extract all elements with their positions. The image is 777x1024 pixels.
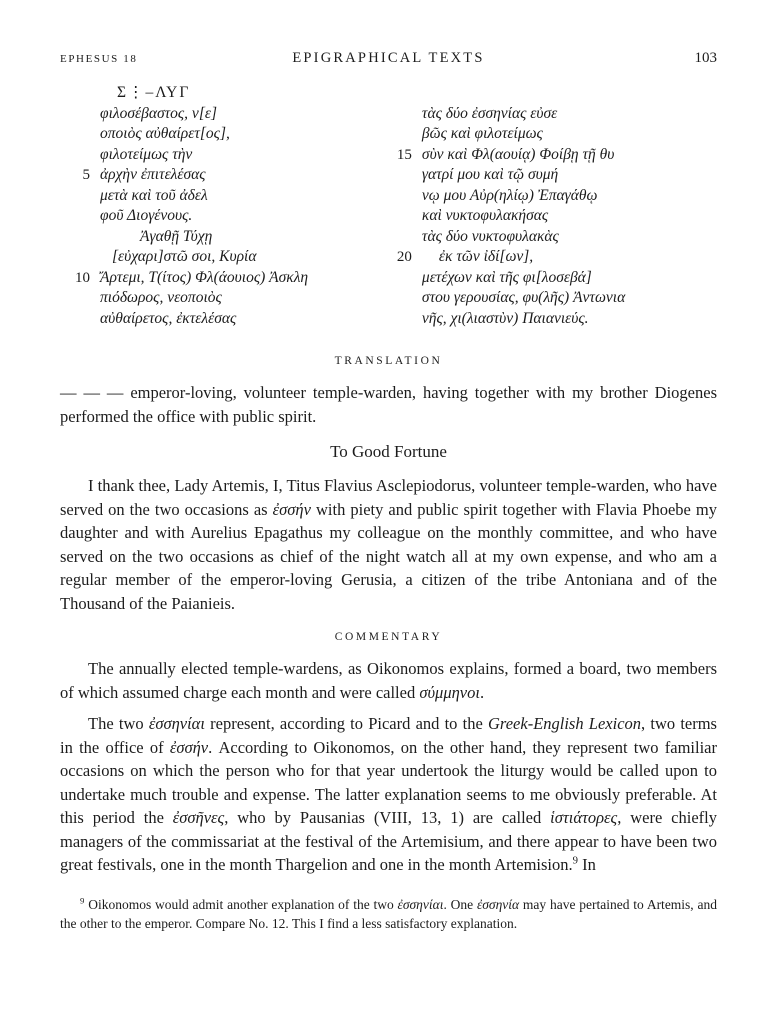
commentary-paragraph-2: The two ἐσσηνίαι represent, according to Picard and to the Greek-English Lexicon, two terms in the office of ἐσσήν. According to Oikonomos, on the other hand, they represent two familiar occasions on which the person who for that year undertook the liturgy would be called upon to undertake much trouble and expense. The latter explanation seems to me obviously preferable. At this period the ἐσσῆνες, who by Pausanias (VIII, 13, 1) are called ἱστιάτορες, were chiefly managers of the commissariat at the festival of the Artemisium, and there appear to have been two great festivals, one in the month Thargelion and one in the month Artemision.$^9$ In [60, 714, 717, 874]
inscription-line [60, 186, 382, 207]
inscription-text: ἀρχὴν ἐπιτελέσας [100, 166, 206, 183]
commentary-paragraph-1: The annually elected temple-wardens, as Oikonomos explains, formed a board, two members of which assumed charge each month and were called σύμμηνοι. [60, 659, 717, 702]
line-number [60, 145, 100, 166]
inscription-text: μετέχων καὶ τῆς φι[λοσεβά] [421, 268, 592, 286]
running-head [60, 50, 717, 67]
line-number: 10 [75, 269, 90, 286]
inscription-line [60, 104, 382, 125]
line-number [382, 124, 422, 145]
inscription-text: οποιὸς αὐθαίρετ[ος], [100, 125, 230, 142]
line-number [60, 104, 100, 125]
inscription-line [60, 227, 382, 248]
inscription-line [60, 165, 382, 186]
inscription-text: μετὰ καὶ τοῦ ἀδελ [100, 186, 208, 204]
translation-paragraph: — — — emperor-loving, volunteer temple-warden, having together with my brother Diogenes performed the office with public spirit. [60, 383, 717, 426]
inscription-text: Ἀγαθῇ Τύχῃ [140, 227, 213, 245]
inscription-line [382, 268, 717, 289]
inscription-line [382, 165, 717, 186]
running-head-title: EPIGRAPHICAL TEXTS [292, 50, 485, 66]
inscription-text: γατρί μου καὶ τῷ συμή [421, 166, 559, 183]
inscription-line [382, 227, 717, 248]
inscription-text: αὐθαίρετος, ἐκτελέσας [100, 309, 237, 327]
line-number [60, 247, 100, 268]
greek-inscription [60, 83, 717, 329]
inscription-line [60, 206, 382, 227]
inscription-line [60, 268, 382, 289]
inscription-line [60, 309, 382, 330]
line-number [60, 124, 100, 145]
page-number: 103 [694, 50, 717, 66]
line-number [382, 309, 422, 330]
line-number [60, 227, 100, 248]
commentary-heading: COMMENTARY [334, 631, 443, 643]
inscription-text: σὺν καὶ Φλ(αουίᾳ) Φοίβῃ τῇ θυ [421, 145, 615, 163]
inscription-text: Σ⋮–ΛΥΓ [117, 84, 191, 101]
line-number: 5 [82, 167, 90, 183]
inscription-text: [εὐχαρι]στῶ σοι, Κυρία [112, 248, 257, 265]
inscription-text: φιλοτείμως τὴν [100, 145, 193, 163]
dedication-paragraph: I thank thee, Lady Artemis, I, Titus Flavius Asclepiodorus, volunteer temple-warden, who have served on the two occasions as ἐσσήν with piety and public spirit together with Flavia Phoebe my daughter and with Aurelius Epagathus my colleague on the monthly committee, and who have served on the two occasions as chief of the night watch all at my own expense, and who am a regular member of the emperor-loving Gerusia, a citizen of the tribe Antoniana and of the Thousand of the Paianieis. [60, 476, 717, 613]
line-number [382, 268, 422, 289]
inscription-line [382, 206, 717, 227]
inscription-text: καὶ νυκτοφυλακήσας [421, 207, 549, 224]
inscription-line [60, 247, 382, 268]
inscription-line [382, 288, 717, 309]
inscription-line [382, 124, 717, 145]
inscription-right-column [382, 83, 717, 329]
good-fortune-heading: To Good Fortune [330, 442, 447, 461]
inscription-line [382, 247, 717, 268]
inscription-text: τὰς δύο ἐσσηνίας εὐσε [421, 104, 558, 122]
translation-heading: TRANSLATION [334, 355, 443, 367]
line-number: 20 [396, 249, 412, 265]
inscription-text: Ἄρτεμι, Τ(ίτος) Φλ(άουιος) Ἀσκλη [100, 268, 309, 286]
inscription-line [60, 83, 382, 104]
line-number [60, 309, 100, 330]
inscription-line [60, 288, 382, 309]
line-number [382, 186, 422, 207]
running-head-left: EPHESUS 18 [60, 53, 138, 65]
inscription-line [382, 186, 717, 207]
line-number [60, 288, 100, 309]
inscription-text: φιλοσέβαστος, ν[ε] [100, 104, 217, 122]
line-number [382, 227, 422, 248]
line-number [60, 186, 100, 207]
line-number [382, 165, 422, 186]
line-number [382, 288, 422, 309]
inscription-text: βῶς καὶ φιλοτείμως [421, 125, 543, 142]
line-number [60, 83, 100, 104]
line-number: 15 [396, 146, 412, 163]
inscription-text: στου γερουσίας, φυ(λῆς) Ἀντωνια [421, 289, 626, 306]
inscription-text: ἐκ τῶν ἰδί[ων], [438, 248, 534, 265]
inscription-text: τὰς δύο νυκτοφυλακὰς [421, 227, 559, 245]
inscription-text: νῆς, χι(λιαστὺν) Παιανιεύς. [421, 309, 589, 327]
line-number [60, 206, 100, 227]
inscription-left-column [60, 83, 382, 329]
inscription-text: πιόδωρος, νεοποιὸς [100, 289, 222, 306]
inscription-line [60, 124, 382, 145]
inscription-line [382, 104, 717, 125]
inscription-line [382, 309, 717, 330]
footnote: $^9$ Oikonomos would admit another explanation of the two ἐσσηνίαι. One ἐσσηνία may have pertained to Artemis, and the other to the emperor. Compare No. 12. This I find a less satisfactory explanation. [60, 895, 717, 931]
inscription-line [382, 145, 717, 166]
line-number [382, 206, 422, 227]
inscription-text: νῳ μου Αὐρ(ηλίῳ) Ἐπαγάθῳ [421, 186, 598, 204]
inscription-text: φοῦ Διογένους. [100, 207, 193, 224]
inscription-line [60, 145, 382, 166]
line-number [382, 104, 422, 125]
